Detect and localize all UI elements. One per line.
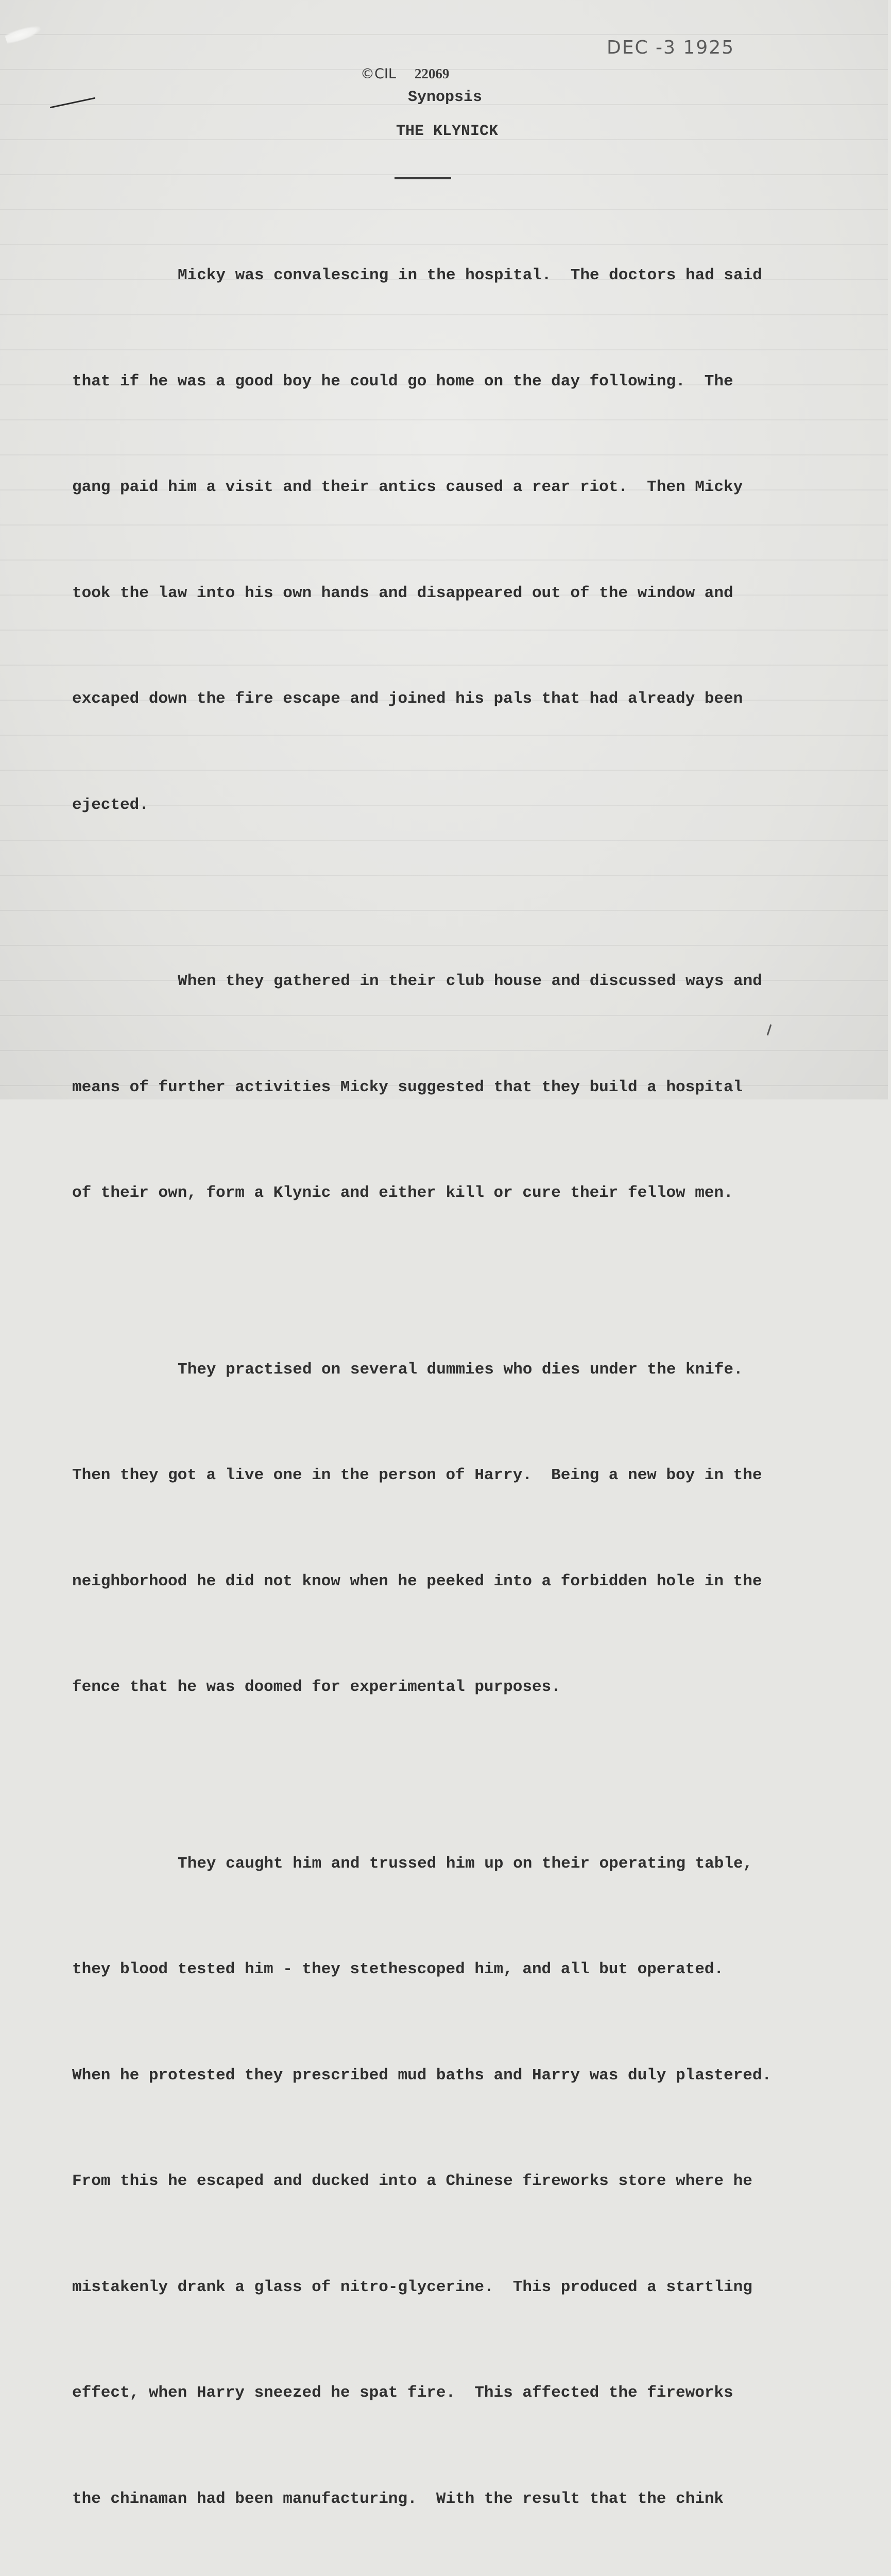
- registration-mark: ©CIL: [361, 66, 396, 82]
- text-line: excaped down the fire escape and joined his pals that had already been: [72, 682, 865, 717]
- text-line: effect, when Harry sneezed he spat fire. This affected the fireworks: [72, 2376, 865, 2411]
- text-line: When he protested they prescribed mud baths and Harry was duly plastered.: [72, 2058, 865, 2094]
- paragraph-2: [72, 893, 865, 1282]
- registration-line: [361, 66, 449, 83]
- text-line: fence that he was doomed for experimental purposes.: [72, 1670, 865, 1705]
- synopsis-label: Synopsis: [1, 89, 889, 106]
- paragraph-4: [72, 1776, 865, 2576]
- document-title: THE KLYNICK: [3, 123, 891, 140]
- text-line: They practised on several dummies who dies under the knife.: [72, 1352, 865, 1388]
- received-date-stamp: DEC -3 1925: [607, 37, 734, 58]
- text-line: ejected.: [72, 788, 865, 823]
- text-line: means of further activities Micky suggested that they build a hospital: [72, 1070, 865, 1106]
- text-line: of their own, form a Klynic and either kill or cure their fellow men.: [72, 1176, 865, 1211]
- text-line: the chinaman had been manufacturing. With the result that the chink: [72, 2482, 865, 2517]
- text-line: mistakenly drank a glass of nitro-glycerine. This produced a startling: [72, 2270, 865, 2306]
- paragraph-3: [72, 1282, 865, 1776]
- paragraph-1: [72, 188, 865, 893]
- text-line: Then they got a live one in the person of Harry. Being a new boy in the: [72, 1458, 865, 1494]
- text-line: From this he escaped and ducked into a Chinese fireworks store where he: [72, 2164, 865, 2199]
- text-line: they blood tested him - they stethescoped him, and all but operated.: [72, 1952, 865, 1988]
- text-line: neighborhood he did not know when he peeked into a forbidden hole in the: [72, 1564, 865, 1600]
- synopsis-body: [72, 188, 865, 2576]
- document-page: [0, 0, 888, 1099]
- text-line: Micky was convalescing in the hospital. The doctors had said: [72, 258, 865, 294]
- text-line: When they gathered in their club house and discussed ways and: [72, 964, 865, 999]
- registration-number: 22069: [415, 66, 450, 81]
- title-underline: [395, 177, 451, 179]
- text-line: took the law into his own hands and disappeared out of the window and: [72, 576, 865, 612]
- text-line: gang paid him a visit and their antics caused a rear riot. Then Micky: [72, 470, 865, 505]
- corner-smudge: [4, 23, 42, 45]
- text-line: They caught him and trussed him up on their operating table,: [72, 1846, 865, 1882]
- text-line: that if he was a good boy he could go home on the day following. The: [72, 364, 865, 400]
